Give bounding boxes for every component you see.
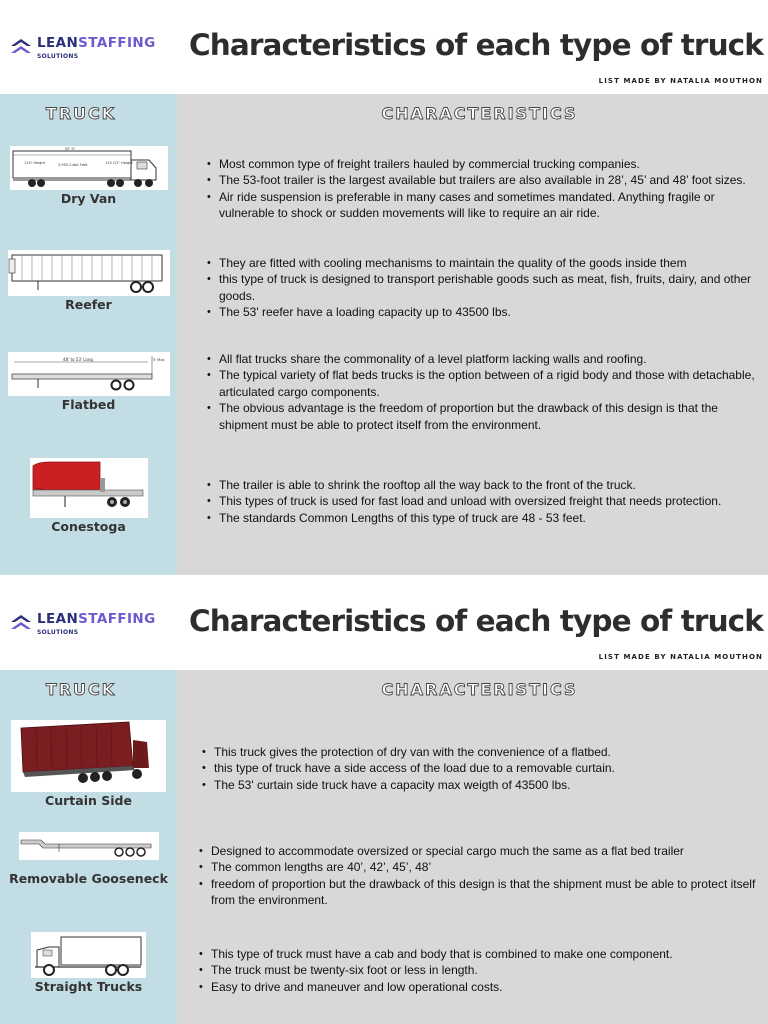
page-header xyxy=(0,576,768,670)
brand-name-part1: LEAN xyxy=(37,35,79,51)
characteristics-list-straight-trucks xyxy=(199,946,759,995)
characteristics-list-removable-gooseneck xyxy=(199,843,759,909)
brand-name-part1: LEAN xyxy=(37,611,79,627)
list-item: • The 53' curtain side truck have a capacity max weigth of 43500 lbs. xyxy=(202,777,762,793)
truck-name: Reefer xyxy=(65,297,112,312)
list-item: • The standards Common Lengths of this type of truck are 48 - 53 feet. xyxy=(207,510,762,526)
truck-name: Straight Trucks xyxy=(34,979,143,994)
characteristics-list-dry-van xyxy=(207,156,765,222)
characteristics-column-header: CHARACTERISTICS xyxy=(381,680,578,699)
page-title: Characteristics of each type of truck xyxy=(189,604,763,638)
brand-name-part2: STAFFING xyxy=(78,35,156,51)
truck-item-flatbed xyxy=(0,352,177,412)
characteristics-column xyxy=(177,670,768,1024)
chevron-up-logo-icon xyxy=(10,37,32,55)
list-item: • this type of truck have a side access of the load due to a removable curtain. xyxy=(202,760,762,776)
dry-van-dim-height2: 110 1/2" Height xyxy=(104,161,133,165)
list-item: • This truck gives the protection of dry van with the convenience of a flatbed. xyxy=(202,744,762,760)
list-item: • The 53' reefer have a loading capacity up to 43500 lbs. xyxy=(207,304,762,320)
removable-gooseneck-trailer-icon xyxy=(19,832,159,860)
straight-truck-icon xyxy=(31,932,146,978)
dry-van-trailer-icon xyxy=(10,146,168,190)
byline: LIST MADE BY NATALIA MOUTHON xyxy=(598,77,763,85)
truck-column xyxy=(0,670,177,1024)
list-item: • Most common type of freight trailers hauled by commercial trucking companies. xyxy=(207,156,765,172)
flatbed-length-label: 48' to 53' Long xyxy=(62,357,93,362)
curtain-side-truck-icon xyxy=(11,720,166,792)
list-item: • This type of truck must have a cab and body that is combined to make one component. xyxy=(199,946,759,962)
characteristics-list-reefer xyxy=(207,255,762,321)
list-item: • The obvious advantage is the freedom of proportion but the drawback of this design is that the shipment must be able to protect itself from the environment. xyxy=(207,400,767,433)
characteristics-list-curtain-side xyxy=(202,744,762,793)
characteristics-column-header: CHARACTERISTICS xyxy=(381,104,578,123)
truck-name: Conestoga xyxy=(51,519,126,534)
truck-name: Removable Gooseneck xyxy=(9,871,168,886)
brand-logo xyxy=(10,612,156,636)
truck-name: Dry Van xyxy=(60,191,117,206)
flatbed-trailer-icon xyxy=(8,352,170,396)
list-item: • This types of truck is used for fast load and unload with oversized freight that needs protection. xyxy=(207,493,762,509)
truck-item-dry-van xyxy=(0,146,177,206)
list-item: • this type of truck is designed to transport perishable goods such as meat, fish, fruits, dairy, and other goods. xyxy=(207,271,762,304)
list-item: • The truck must be twenty-six foot or less in length. xyxy=(199,962,759,978)
brand-logo xyxy=(10,36,156,60)
dry-van-dim-length: 53' 9" xyxy=(64,147,75,151)
brand-sub: SOLUTIONS xyxy=(37,53,79,60)
page-title: Characteristics of each type of truck xyxy=(189,28,763,62)
list-item: • The typical variety of flat beds trucks is the option between of a rigid body and those with detachable, articulated cargo components. xyxy=(207,367,767,400)
truck-column-header: TRUCK xyxy=(45,680,117,699)
characteristics-list-flatbed xyxy=(207,351,767,433)
list-item: • Designed to accommodate oversized or special cargo much the same as a flat bed trailer xyxy=(199,843,759,859)
list-item: • The common lengths are 40’, 42’, 45’, 48’ xyxy=(199,859,759,875)
truck-column xyxy=(0,94,177,575)
list-item: • Easy to drive and maneuver and low operational costs. xyxy=(199,979,759,995)
truck-item-conestoga xyxy=(0,458,177,534)
page-section-2 xyxy=(0,576,768,1024)
brand-sub: SOLUTIONS xyxy=(37,629,79,636)
brand-name-part2: STAFFING xyxy=(78,611,156,627)
list-item: • They are fitted with cooling mechanisms to maintain the quality of the goods inside them xyxy=(207,255,762,271)
truck-item-straight-trucks xyxy=(0,932,177,994)
flatbed-height-label: 5' Max xyxy=(152,358,165,362)
truck-name: Flatbed xyxy=(61,397,116,412)
truck-item-removable-gooseneck xyxy=(0,832,177,886)
conestoga-trailer-icon xyxy=(30,458,148,518)
characteristics-list-conestoga xyxy=(207,477,762,526)
list-item: • freedom of proportion but the drawback of this design is that the shipment must be able to protect itself from the environment. xyxy=(199,876,759,909)
list-item: • The 53-foot trailer is the largest available but trailers are also available in 28’, 45’ and 48’ foot sizes. xyxy=(207,172,765,188)
list-item: • The trailer is able to shrink the rooftop all the way back to the front of the truck. xyxy=(207,477,762,493)
chevron-up-logo-icon xyxy=(10,613,32,631)
list-item: • Air ride suspension is preferable in many cases and sometimes mandated. Anything fragile or vulnerable to shock or sudden movements will like to require an air ride. xyxy=(207,189,765,222)
truck-name: Curtain Side xyxy=(45,793,132,808)
byline: LIST MADE BY NATALIA MOUTHON xyxy=(598,653,763,661)
page-header xyxy=(0,0,768,94)
list-item: • All flat trucks share the commonality of a level platform lacking walls and roofing. xyxy=(207,351,767,367)
truck-item-reefer xyxy=(0,250,177,312)
dry-van-capacity: 3,950 Cubic Feet xyxy=(57,163,88,167)
dry-van-dim-height1: 114" Height xyxy=(23,161,45,165)
truck-column-header: TRUCK xyxy=(45,104,117,123)
truck-item-curtain-side xyxy=(0,720,177,808)
reefer-trailer-icon xyxy=(8,250,170,296)
characteristics-column xyxy=(177,94,768,575)
